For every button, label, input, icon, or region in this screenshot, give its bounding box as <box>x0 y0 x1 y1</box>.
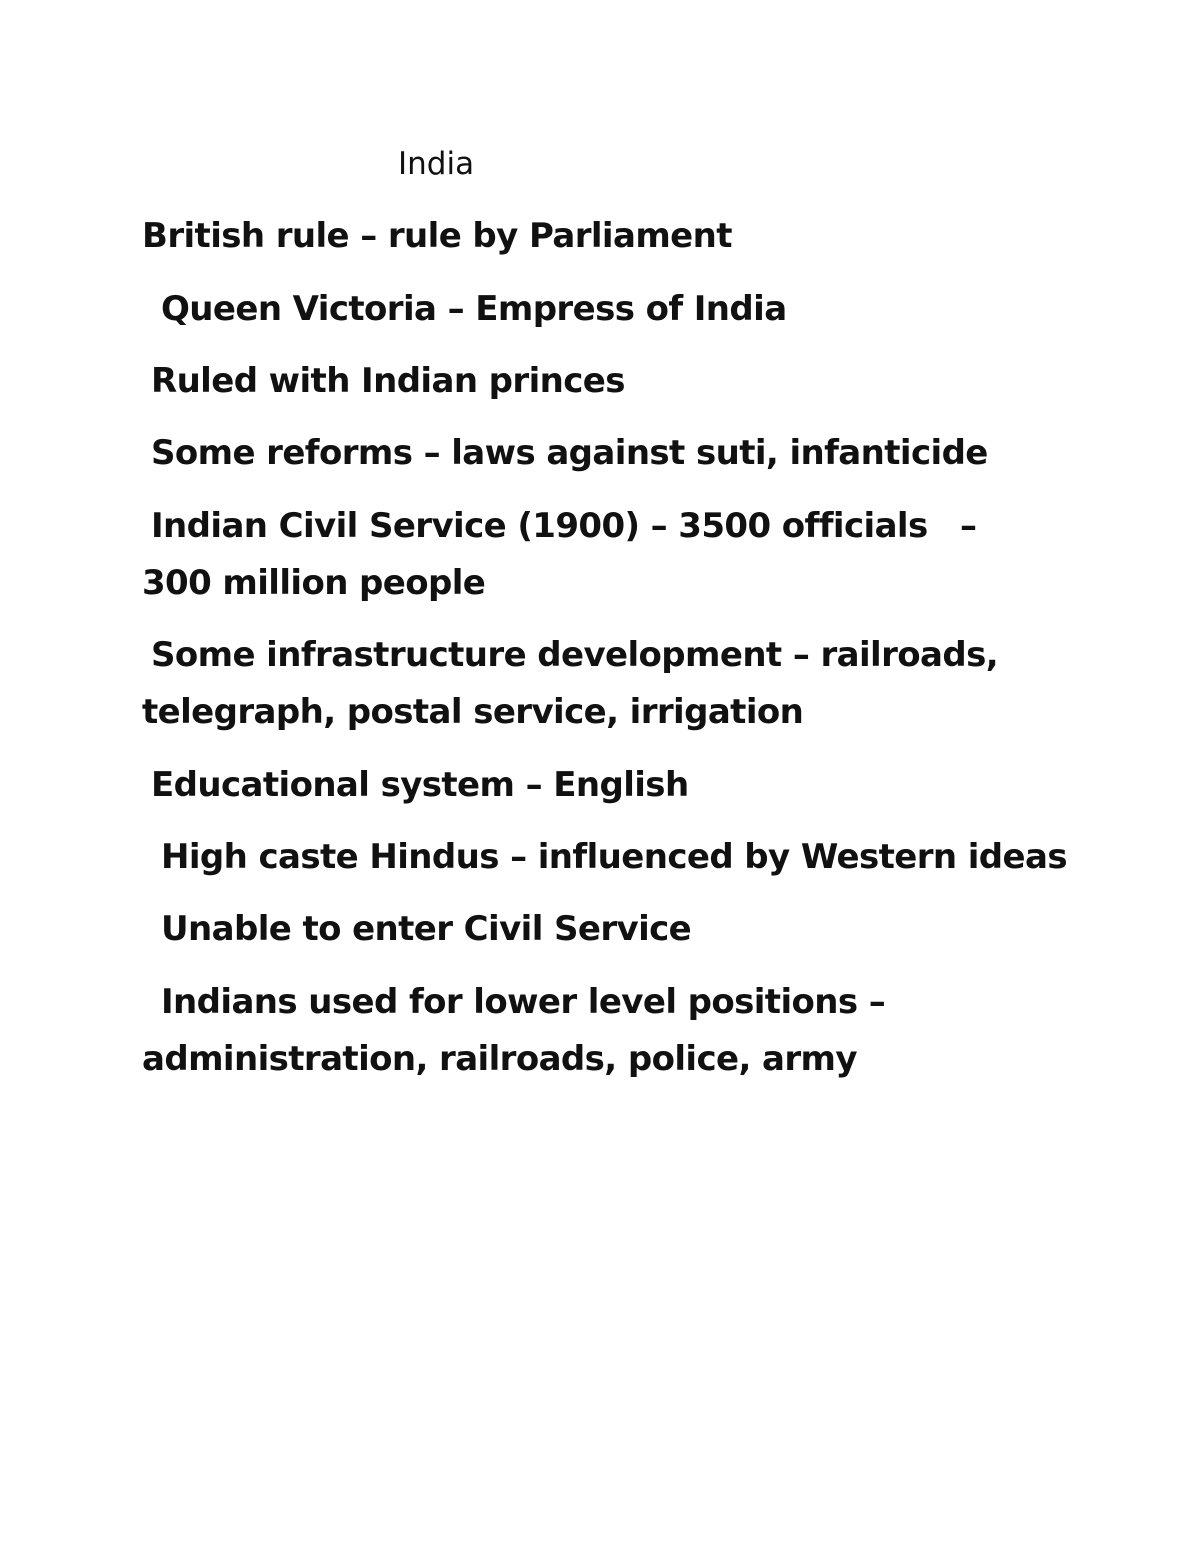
text-line-civil-service-entry: Unable to enter Civil Service <box>161 909 692 949</box>
text-line-infrastructure-cont: telegraph, postal service, irrigation <box>142 692 804 732</box>
text-line-infrastructure: Some infrastructure development – railroads, <box>151 635 999 675</box>
text-line-population: 300 million people <box>142 563 486 603</box>
text-line-queen-victoria: Queen Victoria – Empress of India <box>161 289 787 329</box>
text-line-british-rule: British rule – rule by Parliament <box>142 216 732 256</box>
text-line-dash: – <box>960 506 977 546</box>
text-line-education: Educational system – English <box>151 765 689 805</box>
text-line-lower-positions: Indians used for lower level positions – <box>161 982 886 1022</box>
text-line-indian-princes: Ruled with Indian princes <box>151 361 625 401</box>
page-title: India <box>398 146 475 182</box>
text-line-high-caste: High caste Hindus – influenced by Western ideas <box>161 837 1067 877</box>
text-line-reforms: Some reforms – laws against suti, infanticide <box>151 433 988 473</box>
text-line-lower-positions-cont: administration, railroads, police, army <box>142 1039 857 1079</box>
text-line-civil-service: Indian Civil Service (1900) – 3500 officials <box>151 506 928 546</box>
